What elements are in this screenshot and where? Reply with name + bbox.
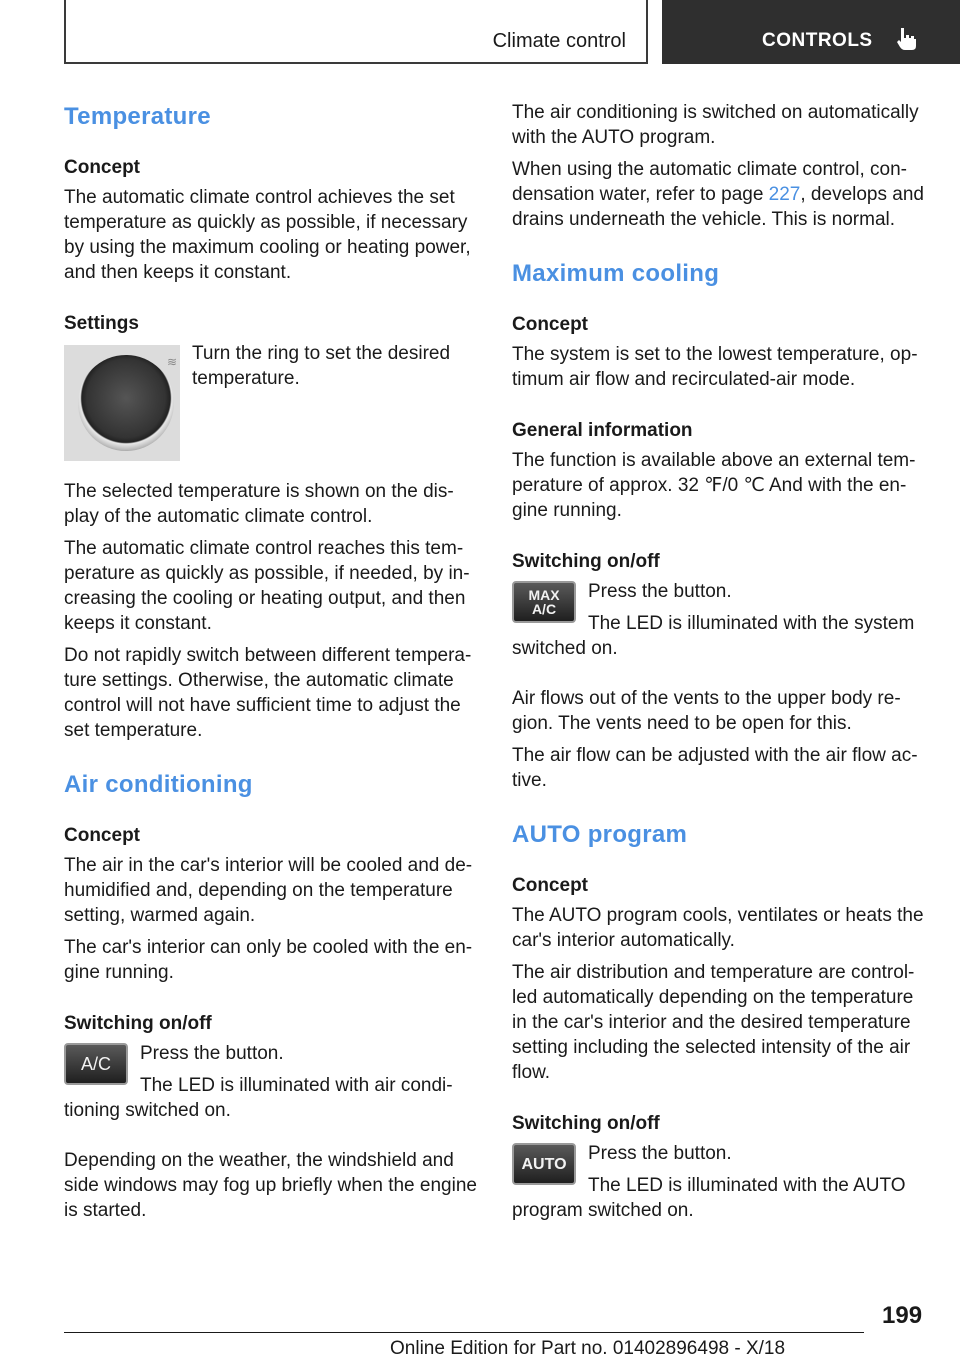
ac-concept-text-2: The car's interior can only be cooled with the engine running. [64, 937, 473, 983]
temperature-reach-text: The automatic climate control reaches this temperature as quickly as possible, if needed, by increasing the cooling or heating output, and then keeps it constant. [64, 538, 470, 634]
max-cooling-general-text: The function is available above an external temperature of approx. 32 ℉/0 ℃ And with the engine running. [512, 450, 916, 521]
max-cooling-airflow-text: The air flow can be adjusted with the air flow active. [512, 745, 918, 791]
max-ac-button-image: MAX A/C [512, 581, 576, 623]
concept-heading: Concept [512, 875, 588, 896]
temperature-knob-figure [64, 341, 480, 461]
page-reference-link[interactable]: 227 [768, 184, 801, 205]
page-number: 199 [882, 1302, 923, 1329]
auto-button-image: AUTO [512, 1143, 576, 1185]
auto-led-text-continued: program switched on. [512, 1200, 694, 1221]
header-chapter-box [662, 0, 960, 64]
temperature-display-text: The selected temperature is shown on the display of the automatic climate control. [64, 481, 454, 527]
section-title-maximum-cooling: Maximum cooling [512, 260, 720, 287]
left-column [64, 100, 480, 1230]
hand-pointer-icon [894, 26, 920, 52]
auto-concept-text-2: The air distribution and temperature are controlled automatically depending on the temperature in the car's interior and the desired temperature setting including the selected intensity of the air flow. [512, 962, 915, 1083]
footer-edition: Online Edition for Part no. 01402896498 - X/18 [390, 1338, 786, 1359]
ac-led-text: The LED is illuminated with air condi- [140, 1075, 453, 1096]
ac-button-figure [64, 1041, 480, 1098]
settings-instruction: Turn the ring to set the desired temperature. [192, 343, 451, 389]
max-cooling-concept-text: The system is set to the lowest temperature, optimum air flow and recirculated-air mode. [512, 344, 918, 390]
seat-heating-icon: ≋ [166, 355, 176, 369]
auto-led-text: The LED is illuminated with the AUTO [588, 1175, 906, 1196]
temperature-ring-icon [78, 355, 174, 451]
max-ac-led-text-continued: switched on. [512, 638, 618, 659]
auto-button-figure [512, 1141, 928, 1198]
concept-heading: Concept [512, 314, 588, 335]
concept-heading: Concept [64, 825, 140, 846]
max-ac-button-figure [512, 579, 928, 636]
ac-concept-text-1: The air in the car's interior will be cooled and dehumidified and, depending on the temperature setting, warmed again. [64, 855, 473, 926]
condensation-text: When using the automatic climate control, condensation water, refer to page 227, develops and drains underneath the vehicle. This is normal. [512, 159, 924, 230]
section-title-air-conditioning: Air conditioning [64, 771, 253, 798]
temperature-warning-text: Do not rapidly switch between different temperature settings. Otherwise, the automatic climate control will not have sufficient time to adjust the set temperature. [64, 645, 472, 741]
ac-led-text-continued: tioning switched on. [64, 1100, 231, 1121]
ac-auto-intro: The air conditioning is switched on automatically with the AUTO program. [512, 102, 919, 148]
temperature-concept-text: The automatic climate control achieves the set temperature as quickly as possible, if necessary by using the maximum cooling or heating power, and then keeps it constant. [64, 187, 471, 283]
switching-heading: Switching on/off [512, 1113, 660, 1134]
auto-concept-text-1: The AUTO program cools, ventilates or heats the car's interior automatically. [512, 905, 924, 951]
settings-heading: Settings [64, 313, 139, 334]
header-chapter-title: CONTROLS [762, 30, 873, 51]
ac-button-image: A/C [64, 1043, 128, 1085]
concept-heading: Concept [64, 157, 140, 178]
header-section-title: Climate control [492, 30, 626, 52]
ac-fog-text: Depending on the weather, the windshield and side windows may fog up briefly when the engine is started. [64, 1150, 477, 1221]
switching-heading: Switching on/off [512, 551, 660, 572]
max-cooling-vents-text: Air flows out of the vents to the upper body region. The vents need to be open for this. [512, 688, 901, 734]
max-ac-led-text: The LED is illuminated with the system [588, 613, 915, 634]
press-button-text: Press the button. [140, 1043, 284, 1064]
section-title-temperature: Temperature [64, 103, 211, 130]
press-button-text: Press the button. [588, 1143, 732, 1164]
section-title-auto-program: AUTO program [512, 821, 688, 848]
right-column [512, 100, 928, 1230]
press-button-text: Press the button. [588, 581, 732, 602]
temperature-knob-image [64, 345, 180, 461]
footer-divider [64, 1332, 864, 1333]
switching-heading: Switching on/off [64, 1013, 212, 1034]
general-information-heading: General information [512, 420, 693, 441]
header-section-box [64, 0, 648, 64]
